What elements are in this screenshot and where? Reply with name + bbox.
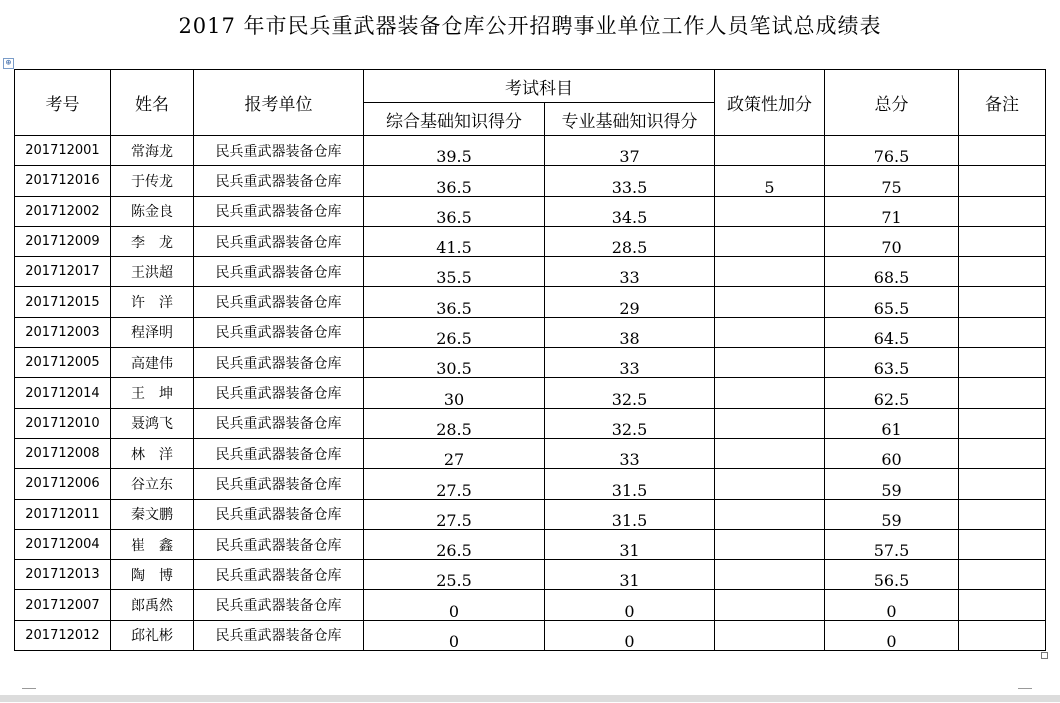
header-subject-general: 综合基础知识得分 (364, 103, 545, 136)
cell-professional-score: 37 (545, 136, 715, 166)
cell-unit: 民兵重武器装备仓库 (194, 348, 364, 378)
cell-policy-bonus (715, 529, 825, 559)
cell-professional-score: 31 (545, 560, 715, 590)
cell-total-score: 61 (825, 408, 959, 438)
cell-name: 林 洋 (111, 438, 194, 468)
cell-exam-no: 201712007 (15, 590, 111, 620)
cell-unit: 民兵重武器装备仓库 (194, 136, 364, 166)
table-row (15, 136, 1046, 166)
cell-professional-score: 33 (545, 348, 715, 378)
cell-name: 邱礼彬 (111, 620, 194, 650)
page-bottom-strip (0, 695, 1060, 702)
cell-exam-no: 201712015 (15, 287, 111, 317)
table-row (15, 560, 1046, 590)
cell-name: 秦文鹏 (111, 499, 194, 529)
cell-general-score: 27.5 (364, 499, 545, 529)
cell-total-score: 65.5 (825, 287, 959, 317)
cell-remark (959, 560, 1046, 590)
cell-remark (959, 226, 1046, 256)
cell-professional-score: 0 (545, 590, 715, 620)
cell-remark (959, 196, 1046, 226)
cell-unit: 民兵重武器装备仓库 (194, 529, 364, 559)
cell-policy-bonus (715, 438, 825, 468)
cell-total-score: 60 (825, 438, 959, 468)
cell-total-score: 0 (825, 590, 959, 620)
cell-general-score: 26.5 (364, 529, 545, 559)
cell-general-score: 30.5 (364, 348, 545, 378)
cell-remark (959, 499, 1046, 529)
cell-general-score: 0 (364, 620, 545, 650)
scores-table (14, 69, 1046, 651)
table-row (15, 257, 1046, 287)
cell-unit: 民兵重武器装备仓库 (194, 378, 364, 408)
cell-policy-bonus (715, 257, 825, 287)
cell-remark (959, 438, 1046, 468)
cell-unit: 民兵重武器装备仓库 (194, 287, 364, 317)
cell-policy-bonus (715, 196, 825, 226)
cell-unit: 民兵重武器装备仓库 (194, 560, 364, 590)
cell-policy-bonus: 5 (715, 166, 825, 196)
cell-exam-no: 201712012 (15, 620, 111, 650)
cell-name: 陶 博 (111, 560, 194, 590)
cell-total-score: 56.5 (825, 560, 959, 590)
cell-remark (959, 408, 1046, 438)
table-resize-handle[interactable] (1041, 652, 1048, 659)
cell-unit: 民兵重武器装备仓库 (194, 499, 364, 529)
cell-exam-no: 201712017 (15, 257, 111, 287)
cell-unit: 民兵重武器装备仓库 (194, 469, 364, 499)
cell-unit: 民兵重武器装备仓库 (194, 196, 364, 226)
cell-remark (959, 348, 1046, 378)
cell-general-score: 27.5 (364, 469, 545, 499)
cell-remark (959, 166, 1046, 196)
cell-total-score: 0 (825, 620, 959, 650)
cell-exam-no: 201712005 (15, 348, 111, 378)
cell-general-score: 0 (364, 590, 545, 620)
cell-exam-no: 201712016 (15, 166, 111, 196)
cell-policy-bonus (715, 469, 825, 499)
cell-professional-score: 38 (545, 317, 715, 347)
cell-total-score: 75 (825, 166, 959, 196)
cell-name: 王 坤 (111, 378, 194, 408)
cell-professional-score: 0 (545, 620, 715, 650)
cell-policy-bonus (715, 560, 825, 590)
cell-policy-bonus (715, 620, 825, 650)
cell-exam-no: 201712001 (15, 136, 111, 166)
cell-total-score: 59 (825, 499, 959, 529)
cell-remark (959, 287, 1046, 317)
cell-unit: 民兵重武器装备仓库 (194, 590, 364, 620)
cell-professional-score: 32.5 (545, 408, 715, 438)
cell-general-score: 36.5 (364, 196, 545, 226)
table-row (15, 226, 1046, 256)
cell-professional-score: 33 (545, 438, 715, 468)
cell-remark (959, 590, 1046, 620)
table-row (15, 499, 1046, 529)
cell-name: 高建伟 (111, 348, 194, 378)
table-row (15, 529, 1046, 559)
table-row (15, 620, 1046, 650)
cell-general-score: 28.5 (364, 408, 545, 438)
cell-unit: 民兵重武器装备仓库 (194, 438, 364, 468)
cell-professional-score: 33.5 (545, 166, 715, 196)
cell-policy-bonus (715, 287, 825, 317)
cell-general-score: 30 (364, 378, 545, 408)
cell-professional-score: 31 (545, 529, 715, 559)
cell-exam-no: 201712010 (15, 408, 111, 438)
cell-name: 崔 鑫 (111, 529, 194, 559)
cell-general-score: 25.5 (364, 560, 545, 590)
header-name: 姓名 (111, 70, 194, 136)
cell-professional-score: 34.5 (545, 196, 715, 226)
cell-total-score: 70 (825, 226, 959, 256)
cell-name: 郎禹然 (111, 590, 194, 620)
cell-exam-no: 201712004 (15, 529, 111, 559)
cell-policy-bonus (715, 378, 825, 408)
table-row (15, 348, 1046, 378)
cell-unit: 民兵重武器装备仓库 (194, 317, 364, 347)
header-remarks: 备注 (959, 70, 1046, 136)
cell-policy-bonus (715, 408, 825, 438)
cell-general-score: 36.5 (364, 166, 545, 196)
table-row (15, 408, 1046, 438)
cell-policy-bonus (715, 136, 825, 166)
cell-professional-score: 28.5 (545, 226, 715, 256)
cell-remark (959, 136, 1046, 166)
cell-remark (959, 529, 1046, 559)
cell-remark (959, 378, 1046, 408)
header-subject-professional: 专业基础知识得分 (545, 103, 715, 136)
cell-policy-bonus (715, 226, 825, 256)
cell-name: 许 洋 (111, 287, 194, 317)
cell-general-score: 41.5 (364, 226, 545, 256)
table-row (15, 287, 1046, 317)
cell-name: 谷立东 (111, 469, 194, 499)
cell-remark (959, 620, 1046, 650)
document-title: 2017 年市民兵重武器装备仓库公开招聘事业单位工作人员笔试总成绩表 (178, 14, 882, 38)
table-row (15, 438, 1046, 468)
cell-exam-no: 201712009 (15, 226, 111, 256)
table-row (15, 196, 1046, 226)
cell-general-score: 39.5 (364, 136, 545, 166)
cell-name: 王洪超 (111, 257, 194, 287)
cell-remark (959, 317, 1046, 347)
cell-total-score: 71 (825, 196, 959, 226)
cell-name: 于传龙 (111, 166, 194, 196)
cell-total-score: 62.5 (825, 378, 959, 408)
cell-exam-no: 201712006 (15, 469, 111, 499)
cell-total-score: 59 (825, 469, 959, 499)
cell-unit: 民兵重武器装备仓库 (194, 408, 364, 438)
cell-professional-score: 31.5 (545, 469, 715, 499)
cell-total-score: 64.5 (825, 317, 959, 347)
cell-remark (959, 257, 1046, 287)
cell-general-score: 35.5 (364, 257, 545, 287)
cell-unit: 民兵重武器装备仓库 (194, 257, 364, 287)
cell-professional-score: 32.5 (545, 378, 715, 408)
cell-exam-no: 201712014 (15, 378, 111, 408)
cell-general-score: 26.5 (364, 317, 545, 347)
cell-name: 程泽明 (111, 317, 194, 347)
cell-remark (959, 469, 1046, 499)
cell-total-score: 63.5 (825, 348, 959, 378)
cell-policy-bonus (715, 590, 825, 620)
cell-general-score: 36.5 (364, 287, 545, 317)
table-row (15, 590, 1046, 620)
cell-name: 聂鸿飞 (111, 408, 194, 438)
header-exam-no: 考号 (15, 70, 111, 136)
header-unit: 报考单位 (194, 70, 364, 136)
table-row (15, 317, 1046, 347)
cell-policy-bonus (715, 348, 825, 378)
cell-name: 常海龙 (111, 136, 194, 166)
cell-name: 陈金良 (111, 196, 194, 226)
cell-professional-score: 29 (545, 287, 715, 317)
cell-total-score: 57.5 (825, 529, 959, 559)
header-policy-bonus: 政策性加分 (715, 70, 825, 136)
table-move-icon[interactable]: ⊕ (3, 58, 14, 69)
table-row (15, 166, 1046, 196)
cell-professional-score: 31.5 (545, 499, 715, 529)
table-row (15, 378, 1046, 408)
table-row (15, 469, 1046, 499)
cell-total-score: 68.5 (825, 257, 959, 287)
cell-unit: 民兵重武器装备仓库 (194, 226, 364, 256)
header-total: 总分 (825, 70, 959, 136)
cell-exam-no: 201712002 (15, 196, 111, 226)
cell-policy-bonus (715, 317, 825, 347)
cell-exam-no: 201712011 (15, 499, 111, 529)
cell-exam-no: 201712013 (15, 560, 111, 590)
cell-unit: 民兵重武器装备仓库 (194, 166, 364, 196)
cell-name: 李 龙 (111, 226, 194, 256)
cell-total-score: 76.5 (825, 136, 959, 166)
cell-general-score: 27 (364, 438, 545, 468)
cell-policy-bonus (715, 499, 825, 529)
cell-professional-score: 33 (545, 257, 715, 287)
cell-exam-no: 201712003 (15, 317, 111, 347)
cell-unit: 民兵重武器装备仓库 (194, 620, 364, 650)
header-subjects: 考试科目 (364, 70, 715, 103)
cell-exam-no: 201712008 (15, 438, 111, 468)
